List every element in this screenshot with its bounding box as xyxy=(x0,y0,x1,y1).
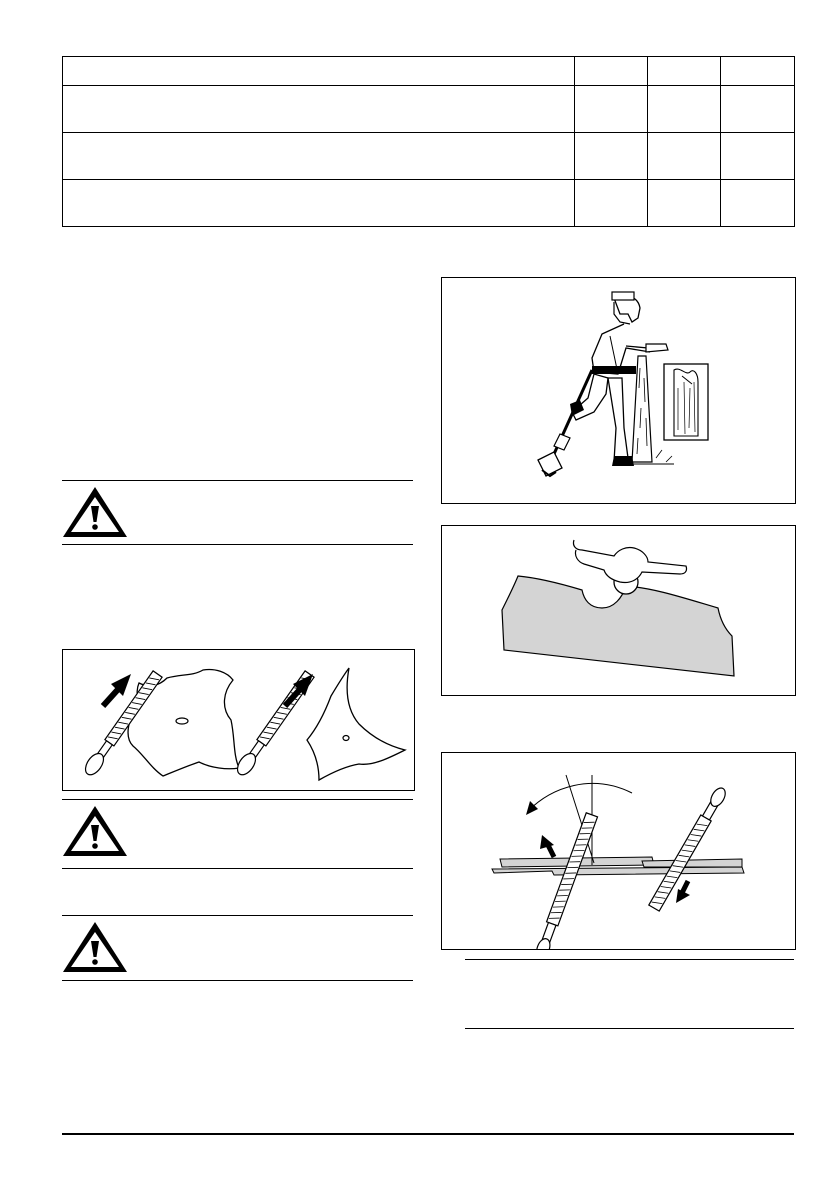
warning-triangle-icon xyxy=(60,919,130,975)
divider xyxy=(62,980,413,981)
divider xyxy=(62,544,413,545)
table-row xyxy=(63,86,795,133)
footer-divider xyxy=(62,1133,794,1135)
divider xyxy=(62,799,413,800)
arrow-icon xyxy=(676,881,690,903)
table-row xyxy=(63,57,795,86)
table-cell xyxy=(648,86,721,133)
table-cell xyxy=(575,86,648,133)
table-cell xyxy=(648,180,721,227)
maintenance-table xyxy=(62,56,795,227)
table-cell xyxy=(721,133,795,180)
table-cell xyxy=(721,86,795,133)
table-cell xyxy=(63,57,575,86)
table-cell xyxy=(575,180,648,227)
figure-file-blades xyxy=(62,649,415,791)
divider xyxy=(465,959,794,960)
table-cell xyxy=(63,86,575,133)
table-cell xyxy=(63,133,575,180)
table-cell xyxy=(648,133,721,180)
figure-file-angle xyxy=(441,752,796,950)
table-cell xyxy=(721,57,795,86)
table-cell xyxy=(575,57,648,86)
warning-triangle-icon xyxy=(60,803,130,859)
arrow-icon xyxy=(103,674,131,706)
table-row xyxy=(63,133,795,180)
table-cell xyxy=(721,180,795,227)
divider xyxy=(62,868,413,869)
divider xyxy=(62,480,413,481)
divider xyxy=(62,915,413,916)
divider xyxy=(465,1028,794,1029)
table-cell xyxy=(575,133,648,180)
table-row xyxy=(63,180,795,227)
arrow-icon xyxy=(540,835,554,857)
table-cell xyxy=(648,57,721,86)
table-cell xyxy=(63,180,575,227)
warning-triangle-icon xyxy=(60,484,130,540)
figure-operator-tree xyxy=(441,277,796,504)
figure-blade-wear xyxy=(441,525,796,696)
